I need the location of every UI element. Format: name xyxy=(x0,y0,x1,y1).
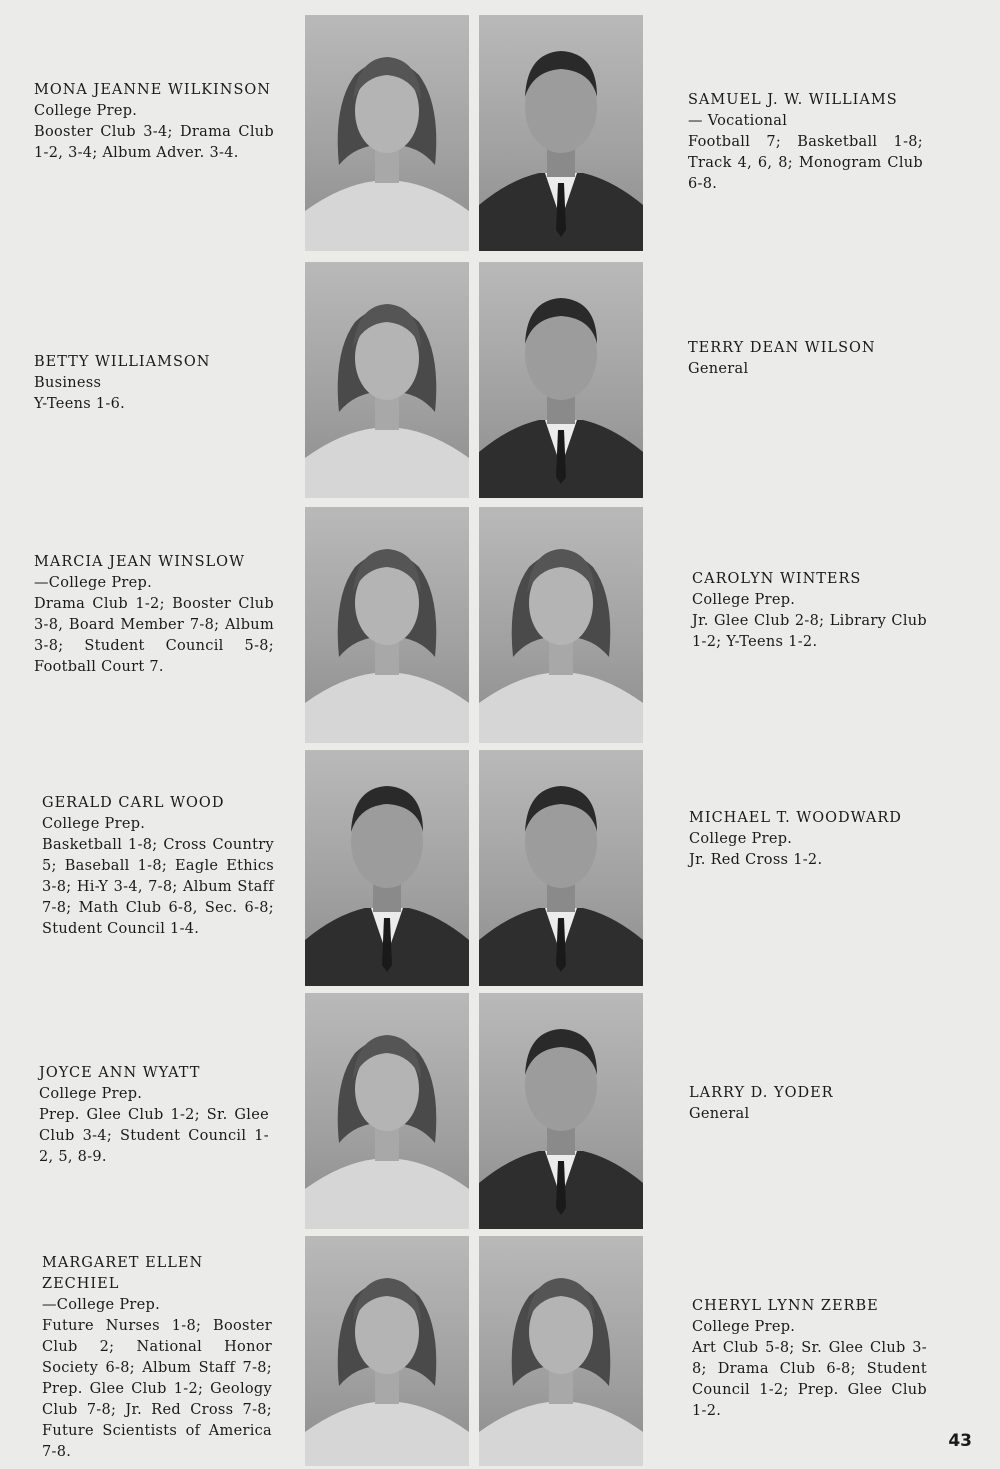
student-course: College Prep. xyxy=(39,1086,143,1102)
student-activities: Basketball 1-8; Cross Country 5; Baseball 1-8; Eagle Ethics 3-8; Hi-Y 3-4, 7-8; Album Staff 7-8; Math Club 6-8, Sec. 6-8; Student Council 1-4. xyxy=(42,837,274,937)
student-name: LARRY D. YODER xyxy=(689,1085,834,1101)
student-name: MARGARET ELLEN ZECHIEL xyxy=(42,1255,204,1292)
student-portrait xyxy=(479,507,643,743)
student-course: College Prep. xyxy=(42,816,146,832)
student-activities: Future Nurses 1-8; Booster Club 2; National Honor Society 6-8; Album Staff 7-8; Prep. Glee Club 1-2; Geology Club 7-8; Jr. Red Cross 7-8; Future Scientists of America 7-8. xyxy=(42,1318,272,1460)
student-course: College Prep. xyxy=(34,103,138,119)
student-course: —College Prep. xyxy=(34,575,153,591)
student-bio-wilkinson xyxy=(34,80,274,164)
portrait-silhouette xyxy=(479,507,643,743)
student-portrait xyxy=(305,750,469,986)
student-course: College Prep. xyxy=(692,1319,796,1335)
student-name: JOYCE ANN WYATT xyxy=(39,1065,201,1081)
portrait-silhouette xyxy=(305,1236,469,1466)
student-activities: Prep. Glee Club 1-2; Sr. Glee Club 3-4; Student Council 1-2, 5, 8-9. xyxy=(39,1107,269,1165)
student-portrait xyxy=(479,750,643,986)
student-bio-woodward xyxy=(689,808,924,871)
student-activities: Y-Teens 1-6. xyxy=(34,396,126,412)
portrait-silhouette xyxy=(479,1236,643,1466)
portrait-silhouette xyxy=(479,262,643,498)
page-number: 43 xyxy=(948,1431,972,1451)
student-portrait xyxy=(479,262,643,498)
student-activities: Football 7; Basketball 1-8; Track 4, 6, 8; Monogram Club 6-8. xyxy=(688,134,923,192)
student-name: MARCIA JEAN WINSLOW xyxy=(34,554,245,570)
student-portrait xyxy=(305,1236,469,1466)
portrait-silhouette xyxy=(479,750,643,986)
student-name: MONA JEANNE WILKINSON xyxy=(34,82,271,98)
student-name: CHERYL LYNN ZERBE xyxy=(692,1298,879,1314)
student-portrait xyxy=(479,15,643,251)
portrait-silhouette xyxy=(479,993,643,1229)
student-bio-zechiel xyxy=(42,1253,272,1463)
portrait-silhouette xyxy=(479,15,643,251)
portrait-silhouette xyxy=(305,993,469,1229)
student-activities: Art Club 5-8; Sr. Glee Club 3-8; Drama Club 6-8; Student Council 1-2; Prep. Glee Club 1-2. xyxy=(692,1340,927,1419)
student-course: — Vocational xyxy=(688,113,788,129)
portrait-silhouette xyxy=(305,507,469,743)
student-name: SAMUEL J. W. WILLIAMS xyxy=(688,92,898,108)
student-bio-williamson xyxy=(34,352,274,415)
student-bio-yoder xyxy=(689,1083,924,1125)
student-name: BETTY WILLIAMSON xyxy=(34,354,211,370)
student-name: GERALD CARL WOOD xyxy=(42,795,225,811)
student-activities: Jr. Glee Club 2-8; Library Club 1-2; Y-Teens 1-2. xyxy=(692,613,927,650)
student-bio-zerbe xyxy=(692,1296,927,1422)
portrait-silhouette xyxy=(305,262,469,498)
student-course: General xyxy=(689,1106,750,1122)
student-bio-wyatt xyxy=(39,1063,269,1168)
student-portrait xyxy=(305,507,469,743)
student-course: Business xyxy=(34,375,102,391)
student-bio-winslow xyxy=(34,552,274,678)
student-activities: Drama Club 1-2; Booster Club 3-8, Board Member 7-8; Album 3-8; Student Council 5-8; Football Court 7. xyxy=(34,596,274,675)
student-activities: Jr. Red Cross 1-2. xyxy=(689,852,823,868)
student-portrait xyxy=(305,993,469,1229)
student-name: CAROLYN WINTERS xyxy=(692,571,862,587)
student-bio-wood xyxy=(42,793,274,940)
student-course: —College Prep. xyxy=(42,1297,161,1313)
student-bio-wilson xyxy=(688,338,923,380)
portrait-silhouette xyxy=(305,15,469,251)
student-portrait xyxy=(305,15,469,251)
student-name: MICHAEL T. WOODWARD xyxy=(689,810,902,826)
portrait-silhouette xyxy=(305,750,469,986)
student-portrait xyxy=(305,262,469,498)
student-portrait xyxy=(479,1236,643,1466)
student-course: College Prep. xyxy=(692,592,796,608)
student-name: TERRY DEAN WILSON xyxy=(688,340,876,356)
student-course: College Prep. xyxy=(689,831,793,847)
student-portrait xyxy=(479,993,643,1229)
student-course: General xyxy=(688,361,749,377)
student-bio-winters xyxy=(692,569,927,653)
student-bio-williams xyxy=(688,90,923,195)
student-activities: Booster Club 3-4; Drama Club 1-2, 3-4; Album Adver. 3-4. xyxy=(34,124,274,161)
